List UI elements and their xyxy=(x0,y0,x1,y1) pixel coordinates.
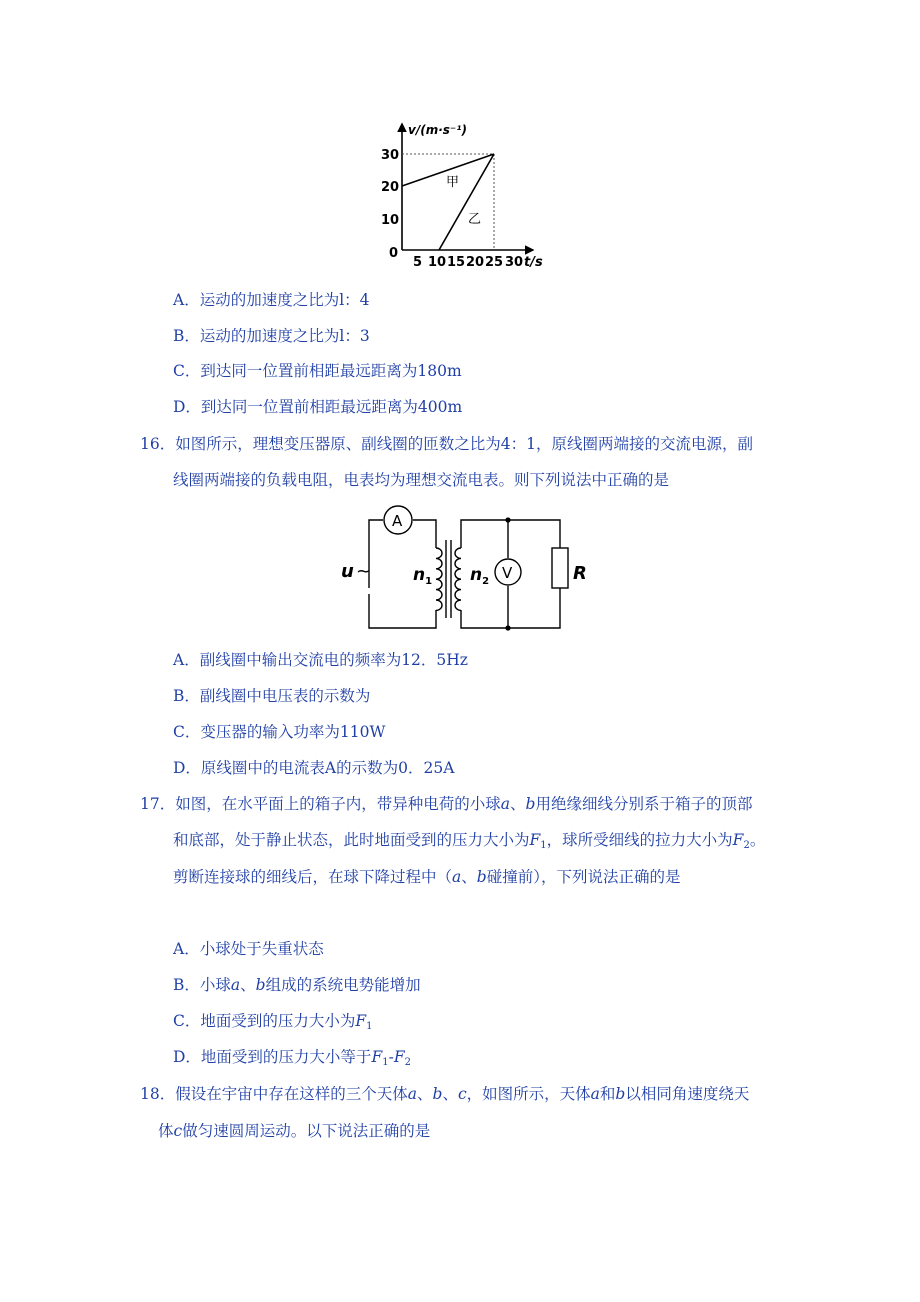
label-yi: 乙 xyxy=(468,212,482,227)
q18-stem-line-1: 18．假设在宇宙中存在这样的三个天体a、b、c，如图所示，天体a和b以相同角速度绕天 xyxy=(140,1085,750,1103)
ac-source-symbol: ~ xyxy=(356,561,372,582)
q16-stem-line-1: 16．如图所示，理想变压器原、副线圈的匝数之比为4：1，原线圈两端接的交流电源，副 xyxy=(140,435,753,453)
q15-option-a[interactable]: A．运动的加速度之比为l：4 xyxy=(173,291,370,309)
primary-wire-top-right xyxy=(413,520,436,548)
x-axis-label: t/s xyxy=(524,255,543,270)
q15-option-b[interactable]: B．运动的加速度之比为l：3 xyxy=(173,327,370,345)
line-yi xyxy=(439,154,494,250)
x-tick-20: 20 xyxy=(466,255,485,270)
n2-label: $n_2$ xyxy=(470,565,490,587)
secondary-coil xyxy=(455,548,461,610)
q16-stem-line-2: 线圈两端接的负载电阻，电表均为理想交流电表。则下列说法中正确的是 xyxy=(173,471,670,489)
source-label: u xyxy=(341,561,354,582)
ammeter-label: A xyxy=(392,512,403,530)
x-tick-15: 15 xyxy=(447,255,466,270)
y-axis-label: v/(m·s⁻¹) xyxy=(408,123,467,137)
x-tick-30: 30 xyxy=(505,255,524,270)
q17-stem-line-3: 剪断连接球的细线后，在球下降过程中（a、b碰撞前），下列说法正确的是 xyxy=(173,868,681,886)
junction-bottom xyxy=(505,625,510,630)
x-tick-10: 10 xyxy=(428,255,447,270)
x-tick-25: 25 xyxy=(485,255,504,270)
q17-stem-line-2: 和底部，处于静止状态，此时地面受到的压力大小为$F_1$，球所受细线的拉力大小为$F_2$。 xyxy=(173,831,766,851)
resistor-box xyxy=(552,548,568,588)
q16-option-b[interactable]: B．副线圈中电压表的示数为 xyxy=(173,687,371,705)
primary-wire-bottom xyxy=(369,594,436,628)
q17-option-a[interactable]: A．小球处于失重状态 xyxy=(173,940,324,958)
q16-option-d[interactable]: D．原线圈中的电流表A的示数为0．25A xyxy=(173,759,455,777)
y-tick-20: 20 xyxy=(381,180,400,195)
q15-option-c[interactable]: C．到达同一位置前相距最远距离为180m xyxy=(173,362,462,380)
y-tick-0: 0 xyxy=(389,246,399,261)
y-tick-10: 10 xyxy=(381,213,400,228)
q17-option-b[interactable]: B．小球a、b组成的系统电势能增加 xyxy=(173,976,421,994)
junction-top xyxy=(505,517,510,522)
primary-coil xyxy=(436,548,442,610)
x-tick-5: 5 xyxy=(413,255,423,270)
q18-stem-line-2: 体c做匀速圆周运动。以下说法正确的是 xyxy=(158,1122,431,1140)
primary-wire-left-top xyxy=(369,520,383,588)
label-jia: 甲 xyxy=(446,175,460,190)
q16-option-c[interactable]: C．变压器的输入功率为110W xyxy=(173,723,386,741)
transformer-circuit-diagram xyxy=(0,500,920,640)
voltmeter-label: V xyxy=(502,564,513,582)
n1-label: $n_1$ xyxy=(413,565,433,587)
q15-option-d[interactable]: D．到达同一位置前相距最远距离为400m xyxy=(173,398,463,416)
q17-stem-line-1: 17．如图，在水平面上的箱子内，带异种电荷的小球a、b用绝缘细线分别系于箱子的顶部 xyxy=(140,795,753,813)
resistor-label: R xyxy=(573,563,587,584)
secondary-wire-bottom xyxy=(461,588,560,628)
velocity-time-graph xyxy=(0,0,920,290)
y-tick-30: 30 xyxy=(381,148,400,163)
q16-option-a[interactable]: A．副线圈中输出交流电的频率为12．5Hz xyxy=(173,651,468,669)
q17-option-d[interactable]: D．地面受到的压力大小等于$F_1-F_2$ xyxy=(173,1048,411,1068)
q17-option-c[interactable]: C．地面受到的压力大小为$F_1$ xyxy=(173,1012,373,1032)
secondary-wire-top xyxy=(461,520,560,548)
